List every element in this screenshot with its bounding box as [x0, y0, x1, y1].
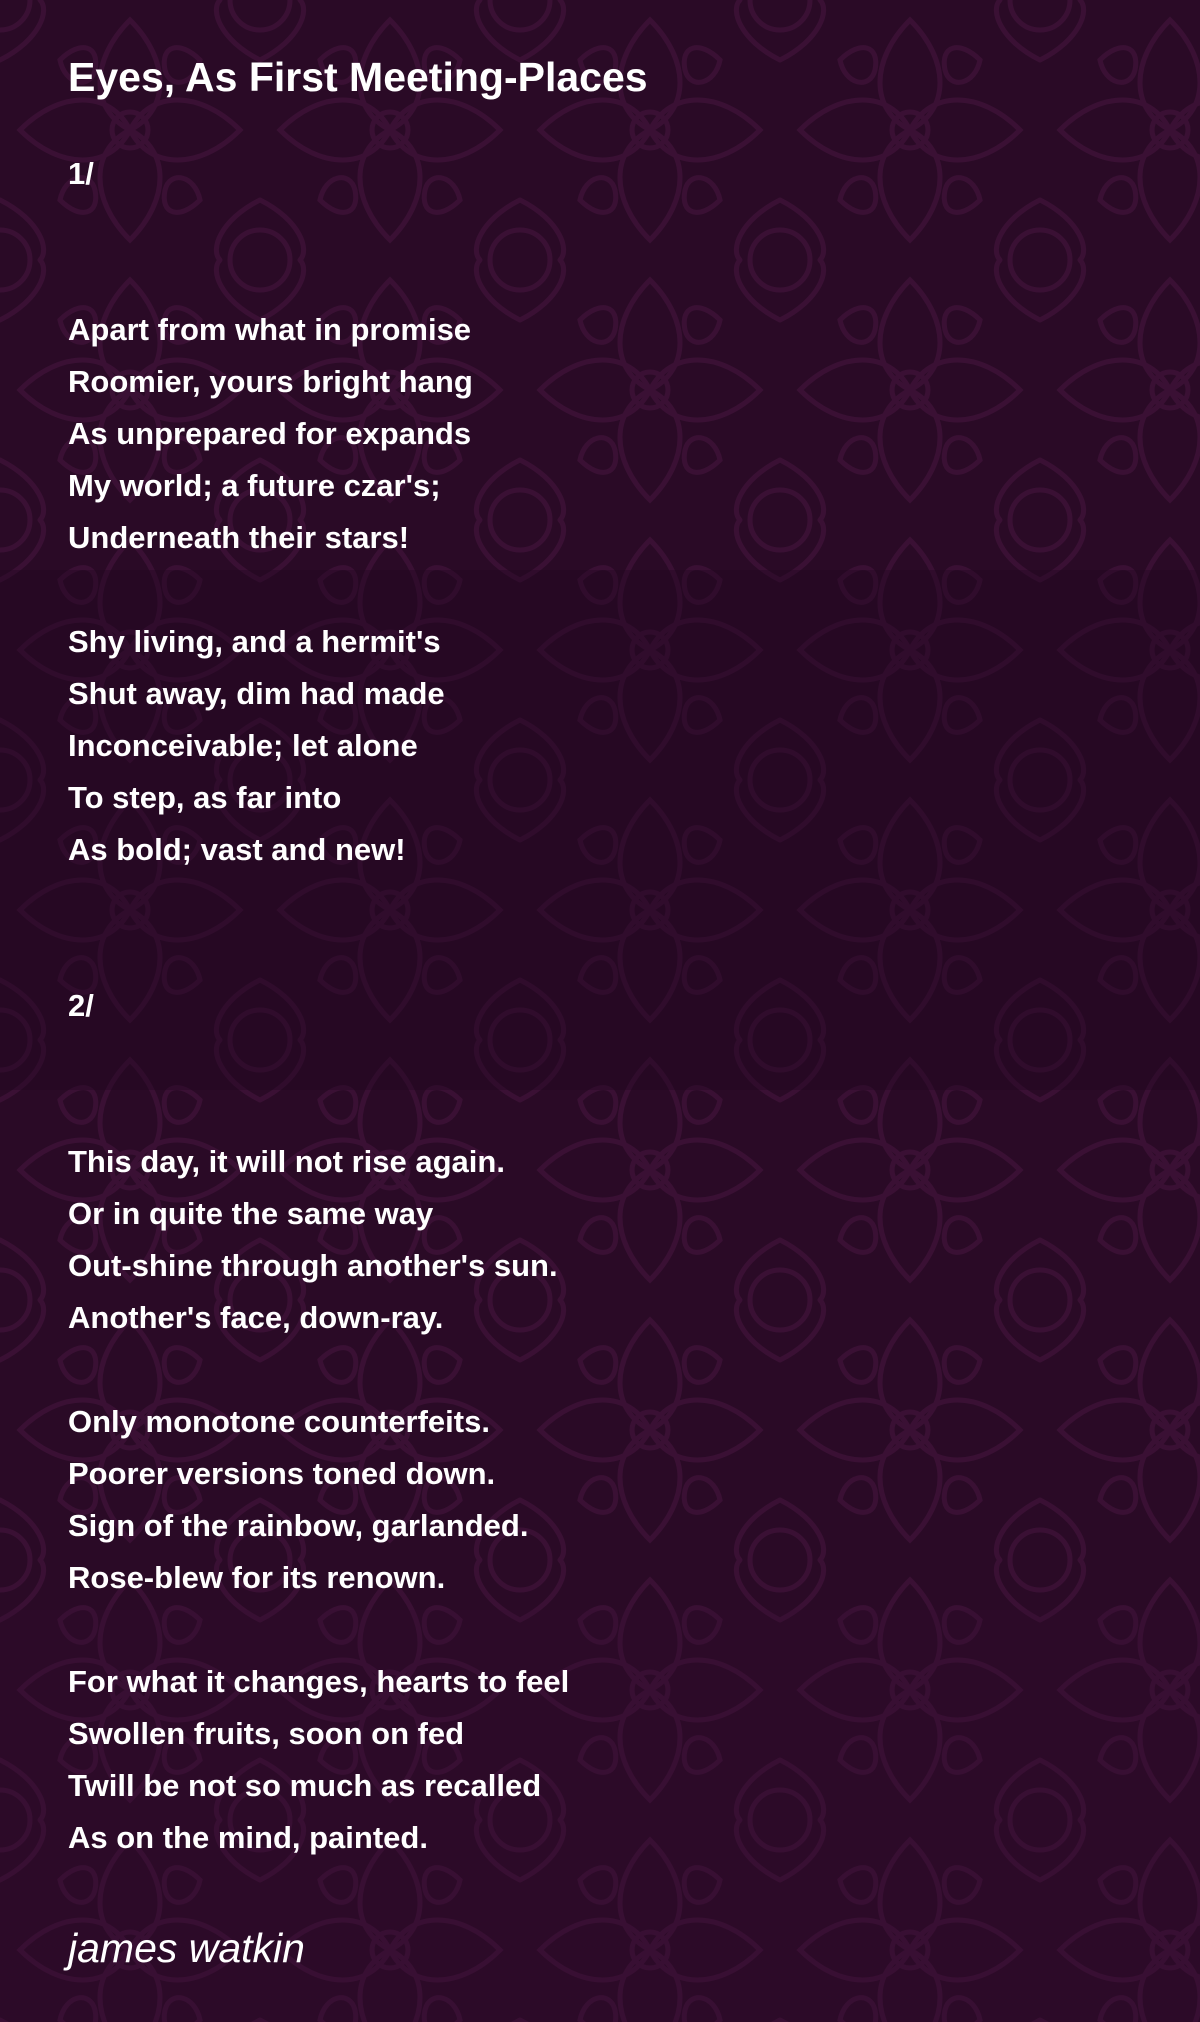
poem-line: As on the mind, painted. — [68, 1820, 428, 1855]
poem-line: To step, as far into — [68, 780, 342, 815]
poem-line: Twill be not so much as recalled — [68, 1768, 542, 1803]
poem-line: Poorer versions toned down. — [68, 1456, 496, 1491]
poem-line: Roomier, yours bright hang — [68, 364, 473, 399]
poem-line: Underneath their stars! — [68, 520, 410, 555]
poem-line: As unprepared for expands — [68, 416, 472, 451]
poem-line: Sign of the rainbow, garlanded. — [68, 1508, 529, 1543]
poem-line: Or in quite the same way — [68, 1196, 434, 1231]
section-marker: 2/ — [68, 988, 94, 1023]
poem-line: Another's face, down-ray. — [68, 1300, 444, 1335]
poem-line: My world; a future czar's; — [68, 468, 441, 503]
poem-line: Shy living, and a hermit's — [68, 624, 441, 659]
section-marker: 1/ — [68, 156, 94, 191]
poem-line: Only monotone counterfeits. — [68, 1404, 490, 1439]
poem-line: As bold; vast and new! — [68, 832, 406, 867]
poem-line: Inconceivable; let alone — [68, 728, 418, 763]
poem-line: This day, it will not rise again. — [68, 1144, 505, 1179]
poem-line: Out-shine through another's sun. — [68, 1248, 558, 1283]
poem-line: Apart from what in promise — [68, 312, 472, 347]
poem-title: Eyes, As First Meeting-Places — [68, 54, 648, 100]
poem-author: james watkin — [68, 1925, 305, 1971]
poem-line: For what it changes, hearts to feel — [68, 1664, 570, 1699]
poem-line: Swollen fruits, soon on fed — [68, 1716, 465, 1751]
poem-line: Shut away, dim had made — [68, 676, 445, 711]
poem-line: Rose-blew for its renown. — [68, 1560, 446, 1595]
